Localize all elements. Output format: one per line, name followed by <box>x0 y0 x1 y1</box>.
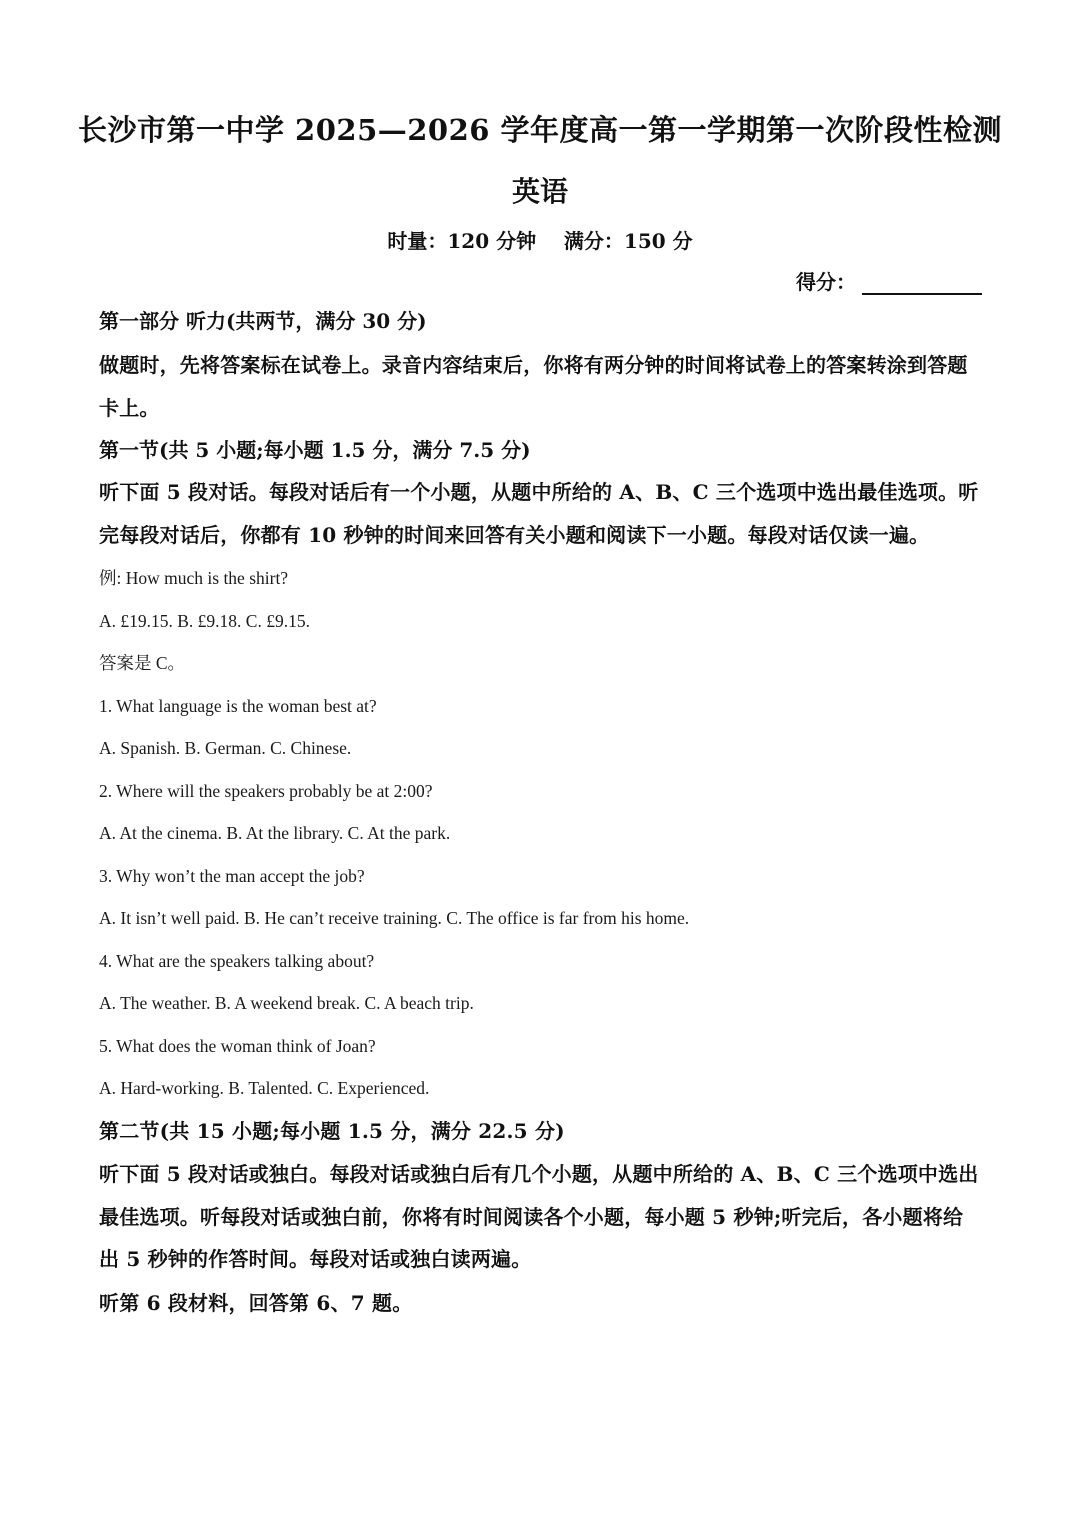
question-4: 4. What are the speakers talking about? <box>99 950 375 971</box>
example-answer: 答案是 C。 <box>99 653 186 673</box>
question-1: 1. What language is the woman best at? <box>99 695 377 716</box>
section2-instructions: 听下面 5 段对话或独白。每段对话或独白后有几个小题，从题中所给的 A、B、C 三个选项中选出最佳选项。听每段对话或独白前，你将有时间阅读各个小题，每小题 5 秒钟;听完后，各小题将给出 5 秒钟的作答时间。每段对话或独白读两遍。 <box>99 1162 979 1271</box>
question-5-options: A. Hard-working. B. Talented. C. Experienced. <box>99 1078 430 1098</box>
example-question: 例: How much is the shirt? <box>99 568 289 588</box>
part1-intro: 做题时，先将答案标在试卷上。录音内容结束后，你将有两分钟的时间将试卷上的答案转涂到答题卡上。 <box>99 353 968 420</box>
section2-heading: 第二节(共 15 小题;每小题 1.5 分，满分 22.5 分) <box>99 1118 565 1143</box>
section1-instructions: 听下面 5 段对话。每段对话后有一个小题，从题中所给的 A、B、C 三个选项中选出最佳选项。听完每段对话后，你都有 10 秒钟的时间来回答有关小题和阅读下一小题。每段对话仅读一遍。 <box>99 480 979 547</box>
question-2-options: A. At the cinema. B. At the library. C. At the park. <box>99 823 451 843</box>
section2-material: 听第 6 段材料，回答第 6、7 题。 <box>99 1290 413 1315</box>
question-3-options: A. It isn’t well paid. B. He can’t receive training. C. The office is far from his home. <box>99 908 690 928</box>
score-blank-line <box>862 271 982 295</box>
question-4-options: A. The weather. B. A weekend break. C. A beach trip. <box>99 993 474 1013</box>
part1-heading: 第一部分 听力(共两节，满分 30 分) <box>99 309 427 333</box>
score-label: 得分： <box>796 270 856 294</box>
exam-subject: 英语 <box>511 175 568 208</box>
score-field <box>796 266 982 295</box>
exam-time-and-score: 时量：120 分钟 满分：150 分 <box>387 229 693 253</box>
exam-content <box>99 306 979 1325</box>
section1-heading: 第一节(共 5 小题;每小题 1.5 分，满分 7.5 分) <box>99 438 531 462</box>
question-1-options: A. Spanish. B. German. C. Chinese. <box>99 738 352 758</box>
question-2: 2. Where will the speakers probably be at 2:00? <box>99 780 433 801</box>
question-3: 3. Why won’t the man accept the job? <box>99 865 365 886</box>
question-5: 5. What does the woman think of Joan? <box>99 1035 376 1056</box>
exam-title: 长沙市第一中学 2025—2026 学年度高一第一学期第一次阶段性检测 <box>77 113 1003 147</box>
example-options: A. £19.15. B. £9.18. C. £9.15. <box>99 610 310 631</box>
